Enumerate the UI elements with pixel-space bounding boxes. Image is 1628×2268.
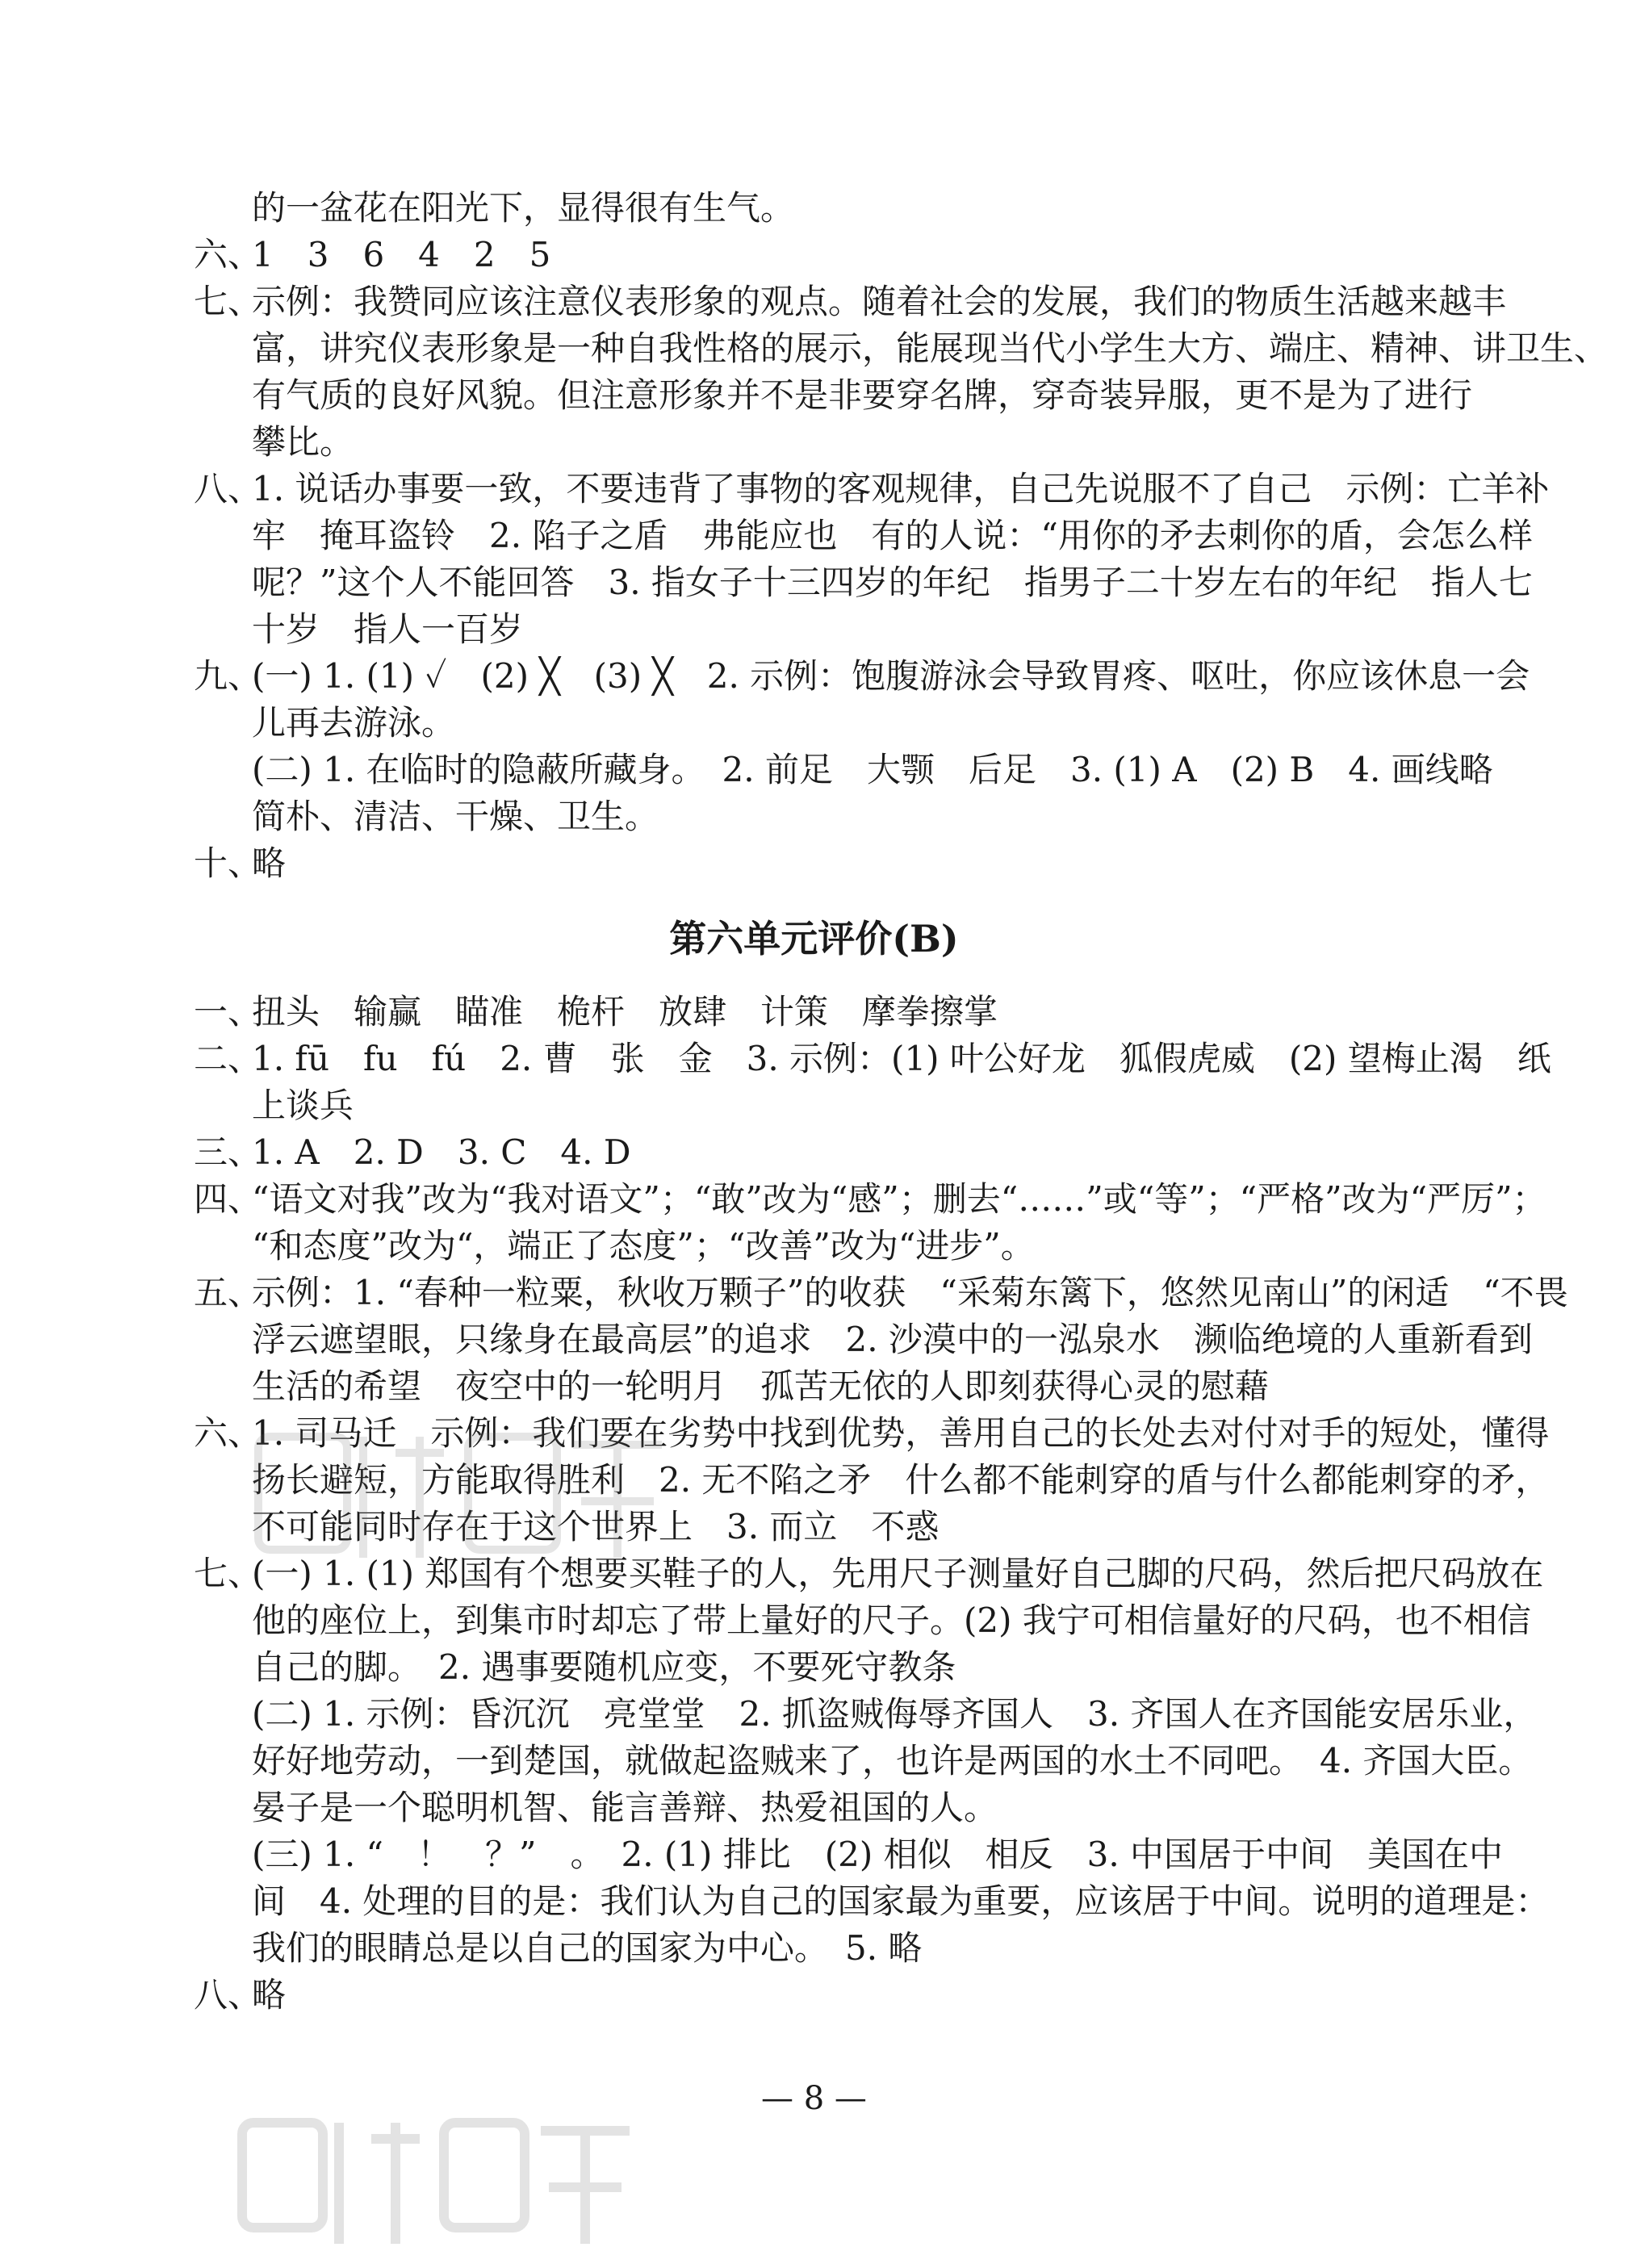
- answer-text: 十岁 指人一百岁: [252, 609, 524, 649]
- answer-line: [0, 1175, 1628, 1224]
- answer-marker: 七、: [194, 282, 262, 321]
- answer-text: 浮云遮望眼，只缘身在最高层”的追求 2. 沙漠中的一泓泉水 濒临绝境的人重新看到: [252, 1320, 1533, 1359]
- answer-line: [0, 1362, 1628, 1411]
- page-number: — 8 —: [761, 2080, 867, 2117]
- answer-line: [0, 1643, 1628, 1692]
- answer-text: 1. 说话办事要一致，不要违背了事物的客观规律，自己先说服不了自己 示例：亡羊补: [252, 469, 1550, 508]
- answer-text: 略: [252, 1975, 287, 2015]
- answer-text: 富，讲究仪表形象是一种自我性格的展示，能展现当代小学生大方、端庄、精神、讲卫生、: [252, 328, 1609, 368]
- answer-text: 扭头 输赢 瞄准 桅杆 放肆 计策 摩拳擦掌: [252, 992, 998, 1031]
- answer-line: [0, 1831, 1628, 1879]
- answer-line: [0, 988, 1628, 1036]
- answer-marker: 三、: [194, 1132, 262, 1172]
- answer-line: [0, 839, 1628, 888]
- answer-line: [0, 1596, 1628, 1645]
- answer-text: 扬长避短，方能取得胜利 2. 无不陷之矛 什么都不能刺穿的盾与什么都能刺穿的矛，: [252, 1460, 1550, 1500]
- answer-marker: 四、: [194, 1179, 262, 1219]
- answer-text: 间 4. 处理的目的是：我们认为自己的国家最为重要，应该居于中间。说明的道理是：: [252, 1881, 1550, 1921]
- answer-line: [0, 559, 1628, 607]
- answer-line: [0, 699, 1628, 747]
- answer-line: [0, 1128, 1628, 1177]
- answer-text: 好好地劳动，一到楚国，就做起盗贼来了，也许是两国的水土不同吧。 4. 齐国大臣。: [252, 1741, 1533, 1781]
- answer-text: (一) 1. (1) 郑国有个想要买鞋子的人，先用尺子测量好自己脚的尺码，然后把尺码放在: [252, 1554, 1544, 1593]
- answer-text: 上谈兵: [252, 1086, 354, 1125]
- answer-line: [0, 605, 1628, 654]
- answer-text: 我们的眼睛总是以自己的国家为中心。 5. 略: [252, 1928, 923, 1968]
- answer-marker: 八、: [194, 469, 262, 508]
- answer-line: [0, 231, 1628, 279]
- answer-text: 呢？”这个人不能回答 3. 指女子十三四岁的年纪 指男子二十岁左右的年纪 指人七: [252, 563, 1533, 602]
- answer-line: [0, 465, 1628, 513]
- answer-marker: 八、: [194, 1975, 262, 2015]
- answer-line: [0, 1035, 1628, 1083]
- answer-text: 1. 司马迁 示例：我们要在劣势中找到优势，善用自己的长处去对付对手的短处，懂得: [252, 1413, 1550, 1453]
- answer-text: 牢 掩耳盗铃 2. 陷子之盾 弗能应也 有的人说：“用你的矛去刺你的盾，会怎么样: [252, 516, 1533, 555]
- answer-text: 生活的希望 夜空中的一轮明月 孤苦无依的人即刻获得心灵的慰藉: [252, 1366, 1270, 1406]
- answer-line: [0, 512, 1628, 560]
- answer-text: 1. A 2. D 3. C 4. D: [252, 1132, 631, 1172]
- answer-line: [0, 1222, 1628, 1270]
- answer-text: 攀比。: [252, 422, 354, 462]
- answer-text: 示例：1. “春种一粒粟，秋收万颗子”的收获 “采菊东篱下，悠然见南山”的闲适 “不畏: [252, 1273, 1568, 1312]
- answer-line: [0, 746, 1628, 794]
- answer-text: (一) 1. (1) ✓ (2) ╳ (3) ╳ 2. 示例：饱腹游泳会导致胃疼、呕吐，你应该休息一会: [252, 656, 1530, 696]
- answer-line: [0, 278, 1628, 326]
- answer-text: “语文对我”改为“我对语文”；“敢”改为“感”；删去“……”或“等”；“严格”改为“严厉”；: [252, 1179, 1546, 1219]
- answer-text: (三) 1. “ ！ ？” 。 2. (1) 排比 (2) 相似 相反 3. 中国居于中间 美国在中: [252, 1835, 1504, 1874]
- answer-line: [0, 1737, 1628, 1785]
- answer-marker: 九、: [194, 656, 262, 696]
- answer-line: [0, 1971, 1628, 2019]
- answer-text: 略: [252, 843, 287, 883]
- answer-line: [0, 418, 1628, 467]
- answer-line: [0, 1784, 1628, 1832]
- answer-text: 他的座位上，到集市时却忘了带上量好的尺子。(2) 我宁可相信量好的尺码，也不相信: [252, 1601, 1531, 1640]
- answer-line: [0, 324, 1628, 373]
- answer-marker: 五、: [194, 1273, 262, 1312]
- answer-text: 儿再去游泳。: [252, 703, 456, 743]
- answer-marker: 二、: [194, 1039, 262, 1078]
- answer-marker: 六、: [194, 1413, 262, 1453]
- answer-line: [0, 1316, 1628, 1364]
- answer-text: 1. fū fu fú 2. 曹 张 金 3. 示例：(1) 叶公好龙 狐假虎威 (2) 望梅止渴 纸: [252, 1039, 1551, 1078]
- answer-text: 晏子是一个聪明机智、能言善辩、热爱祖国的人。: [252, 1788, 998, 1827]
- answer-marker: 七、: [194, 1554, 262, 1593]
- answer-line: [0, 184, 1628, 232]
- answer-text: (二) 1. 示例：昏沉沉 亮堂堂 2. 抓盗贼侮辱齐国人 3. 齐国人在齐国能安居乐业，: [252, 1694, 1538, 1734]
- answer-line: [0, 371, 1628, 420]
- answer-text: 有气质的良好风貌。但注意形象并不是非要穿名牌，穿奇装异服，更不是为了进行: [252, 375, 1473, 415]
- answer-line: [0, 1924, 1628, 1973]
- section-title: 第六单元评价(B): [669, 917, 959, 960]
- watermark-logo-bottom: [226, 2099, 646, 2268]
- answer-line: [0, 1690, 1628, 1739]
- watermark-logo-center: [242, 1404, 678, 1598]
- answer-marker: 六、: [194, 235, 262, 274]
- answer-text: 自己的脚。 2. 遇事要随机应变，不要死守教条: [252, 1647, 956, 1687]
- answer-text: 1 3 6 4 2 5: [252, 235, 551, 274]
- answer-line: [0, 1082, 1628, 1130]
- answer-line: [0, 1269, 1628, 1317]
- answer-marker: 十、: [194, 843, 262, 883]
- answer-marker: 一、: [194, 992, 262, 1031]
- answer-text: “和态度”改为“，端正了态度”；“改善”改为“进步”。: [252, 1226, 1035, 1266]
- answer-text: (二) 1. 在临时的隐蔽所藏身。 2. 前足 大颚 后足 3. (1) A (2) B 4. 画线略: [252, 750, 1493, 789]
- answer-line: [0, 652, 1628, 701]
- answer-text: 简朴、清洁、干燥、卫生。: [252, 797, 659, 836]
- answer-text: 示例：我赞同应该注意仪表形象的观点。随着社会的发展，我们的物质生活越来越丰: [252, 282, 1507, 321]
- answer-text: 不可能同时存在于这个世界上 3. 而立 不惑: [252, 1507, 940, 1546]
- answer-line: [0, 793, 1628, 841]
- answer-text: 的一盆花在阳光下，显得很有生气。: [252, 188, 795, 228]
- answer-line: [0, 1877, 1628, 1926]
